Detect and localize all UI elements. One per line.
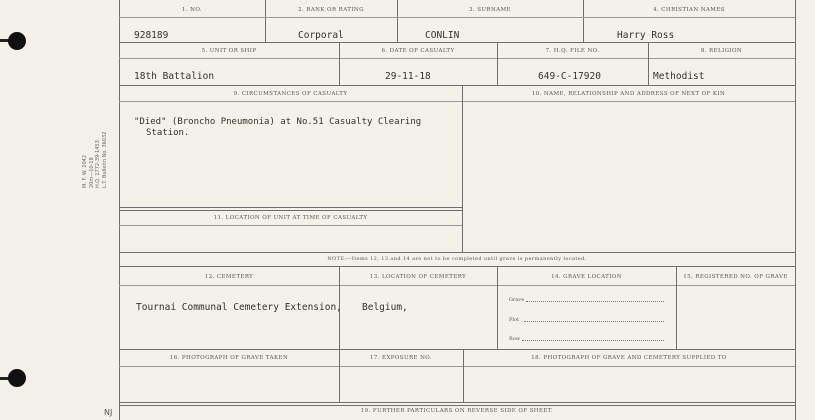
side-print-line: L.T. Bulletin No. 36032 bbox=[101, 131, 108, 188]
bottom-strip-top bbox=[119, 402, 795, 403]
row2-header-rule bbox=[119, 58, 795, 59]
location-unit-rule bbox=[119, 225, 462, 226]
religion-value: Methodist bbox=[653, 71, 705, 82]
side-print-line: M. F. W. 2042 bbox=[82, 154, 88, 188]
surname-header: 3. SURNAME bbox=[469, 7, 511, 13]
surname-value: CONLIN bbox=[425, 30, 460, 41]
location-unit-top2 bbox=[119, 210, 462, 211]
corner-mark: NJ bbox=[104, 408, 113, 417]
plot-line bbox=[524, 321, 664, 322]
row1-header-rule bbox=[119, 17, 795, 18]
location-cemetery-header: 13. LOCATION OF CEMETERY bbox=[369, 274, 467, 280]
registered-header: 15. REGISTERED NO. OF GRAVE bbox=[683, 274, 788, 280]
unit-value: 18th Battalion bbox=[134, 71, 215, 82]
date-header: 6. DATE OF CASUALTY bbox=[381, 48, 455, 54]
photo-supplied-header: 18. PHOTOGRAPH OF GRAVE AND CEMETERY SUPPLIED TO bbox=[531, 355, 727, 361]
location-unit-top bbox=[119, 207, 462, 208]
row-line bbox=[522, 340, 664, 341]
cemetery-header: 12. CEMETERY bbox=[204, 274, 254, 280]
photo-taken-header: 16. PHOTOGRAPH OF GRAVE TAKEN bbox=[169, 355, 289, 361]
bottom-strip-top2 bbox=[119, 405, 795, 406]
note-bottom bbox=[119, 266, 795, 267]
christian-value: Harry Ross bbox=[617, 30, 675, 41]
punch-hole-top bbox=[8, 32, 26, 50]
religion-header: 8. RELIGION bbox=[700, 48, 743, 54]
kin-header: 10. NAME, RELATIONSHIP AND ADDRESS OF NEXT OF KIN bbox=[531, 91, 726, 97]
plot-label: Plot bbox=[509, 317, 519, 323]
row4-header-rule bbox=[119, 285, 795, 286]
side-print-line: H.Q. 1772-39-1453 bbox=[95, 140, 101, 188]
unit-header: 5. UNIT OR SHIP bbox=[201, 48, 257, 54]
date-value: 29-11-18 bbox=[385, 71, 431, 82]
rank-value: Corporal bbox=[298, 30, 344, 41]
row1-bottom bbox=[119, 42, 795, 43]
christian-header: 4. CHRISTIAN NAMES bbox=[653, 7, 725, 13]
location-cemetery-value: Belgium, bbox=[362, 302, 408, 313]
further-particulars: 19. FURTHER PARTICULARS ON REVERSE SIDE OF SHEET. bbox=[360, 408, 554, 414]
hq-header: 7. H.Q. FILE NO. bbox=[545, 48, 600, 54]
grave-line bbox=[526, 301, 664, 302]
no-value: 928189 bbox=[134, 30, 169, 41]
side-print-line: 20m—10-18 bbox=[88, 157, 95, 188]
exposure-header: 17. EXPOSURE NO. bbox=[369, 355, 433, 361]
note-text: NOTE:—Items 12, 13 and 14 are not to be completed until grave is permanently located. bbox=[327, 256, 587, 262]
hq-value: 649-C-17920 bbox=[538, 71, 601, 82]
punch-hole-bottom bbox=[8, 369, 26, 387]
row5-header-rule bbox=[119, 366, 795, 367]
grave-label: Grave bbox=[509, 297, 525, 303]
circumstances-line-1: "Died" (Broncho Pneumonia) at No.51 Casualty Clearing bbox=[134, 117, 422, 127]
row3-header-rule bbox=[119, 101, 795, 102]
circumstances-header: 9. CIRCUMSTANCES OF CASUALTY bbox=[233, 91, 348, 97]
frame-right bbox=[795, 0, 796, 420]
circumstances-line-2: Station. bbox=[146, 128, 190, 138]
circ-kin-divider bbox=[462, 85, 463, 252]
row4-bottom bbox=[119, 349, 795, 350]
no-header: 1. NO. bbox=[181, 7, 203, 13]
location-unit-header: 11. LOCATION OF UNIT AT TIME OF CASUALTY bbox=[213, 215, 368, 221]
grave-location-header: 14. GRAVE LOCATION bbox=[551, 274, 622, 280]
cemetery-value: Tournai Communal Cemetery Extension, bbox=[136, 302, 342, 313]
row-label: Row bbox=[509, 336, 521, 342]
side-print bbox=[82, 132, 108, 188]
row2-bottom bbox=[119, 85, 795, 86]
note-top bbox=[119, 252, 795, 253]
rank-header: 2. RANK OR RATING bbox=[298, 7, 364, 13]
